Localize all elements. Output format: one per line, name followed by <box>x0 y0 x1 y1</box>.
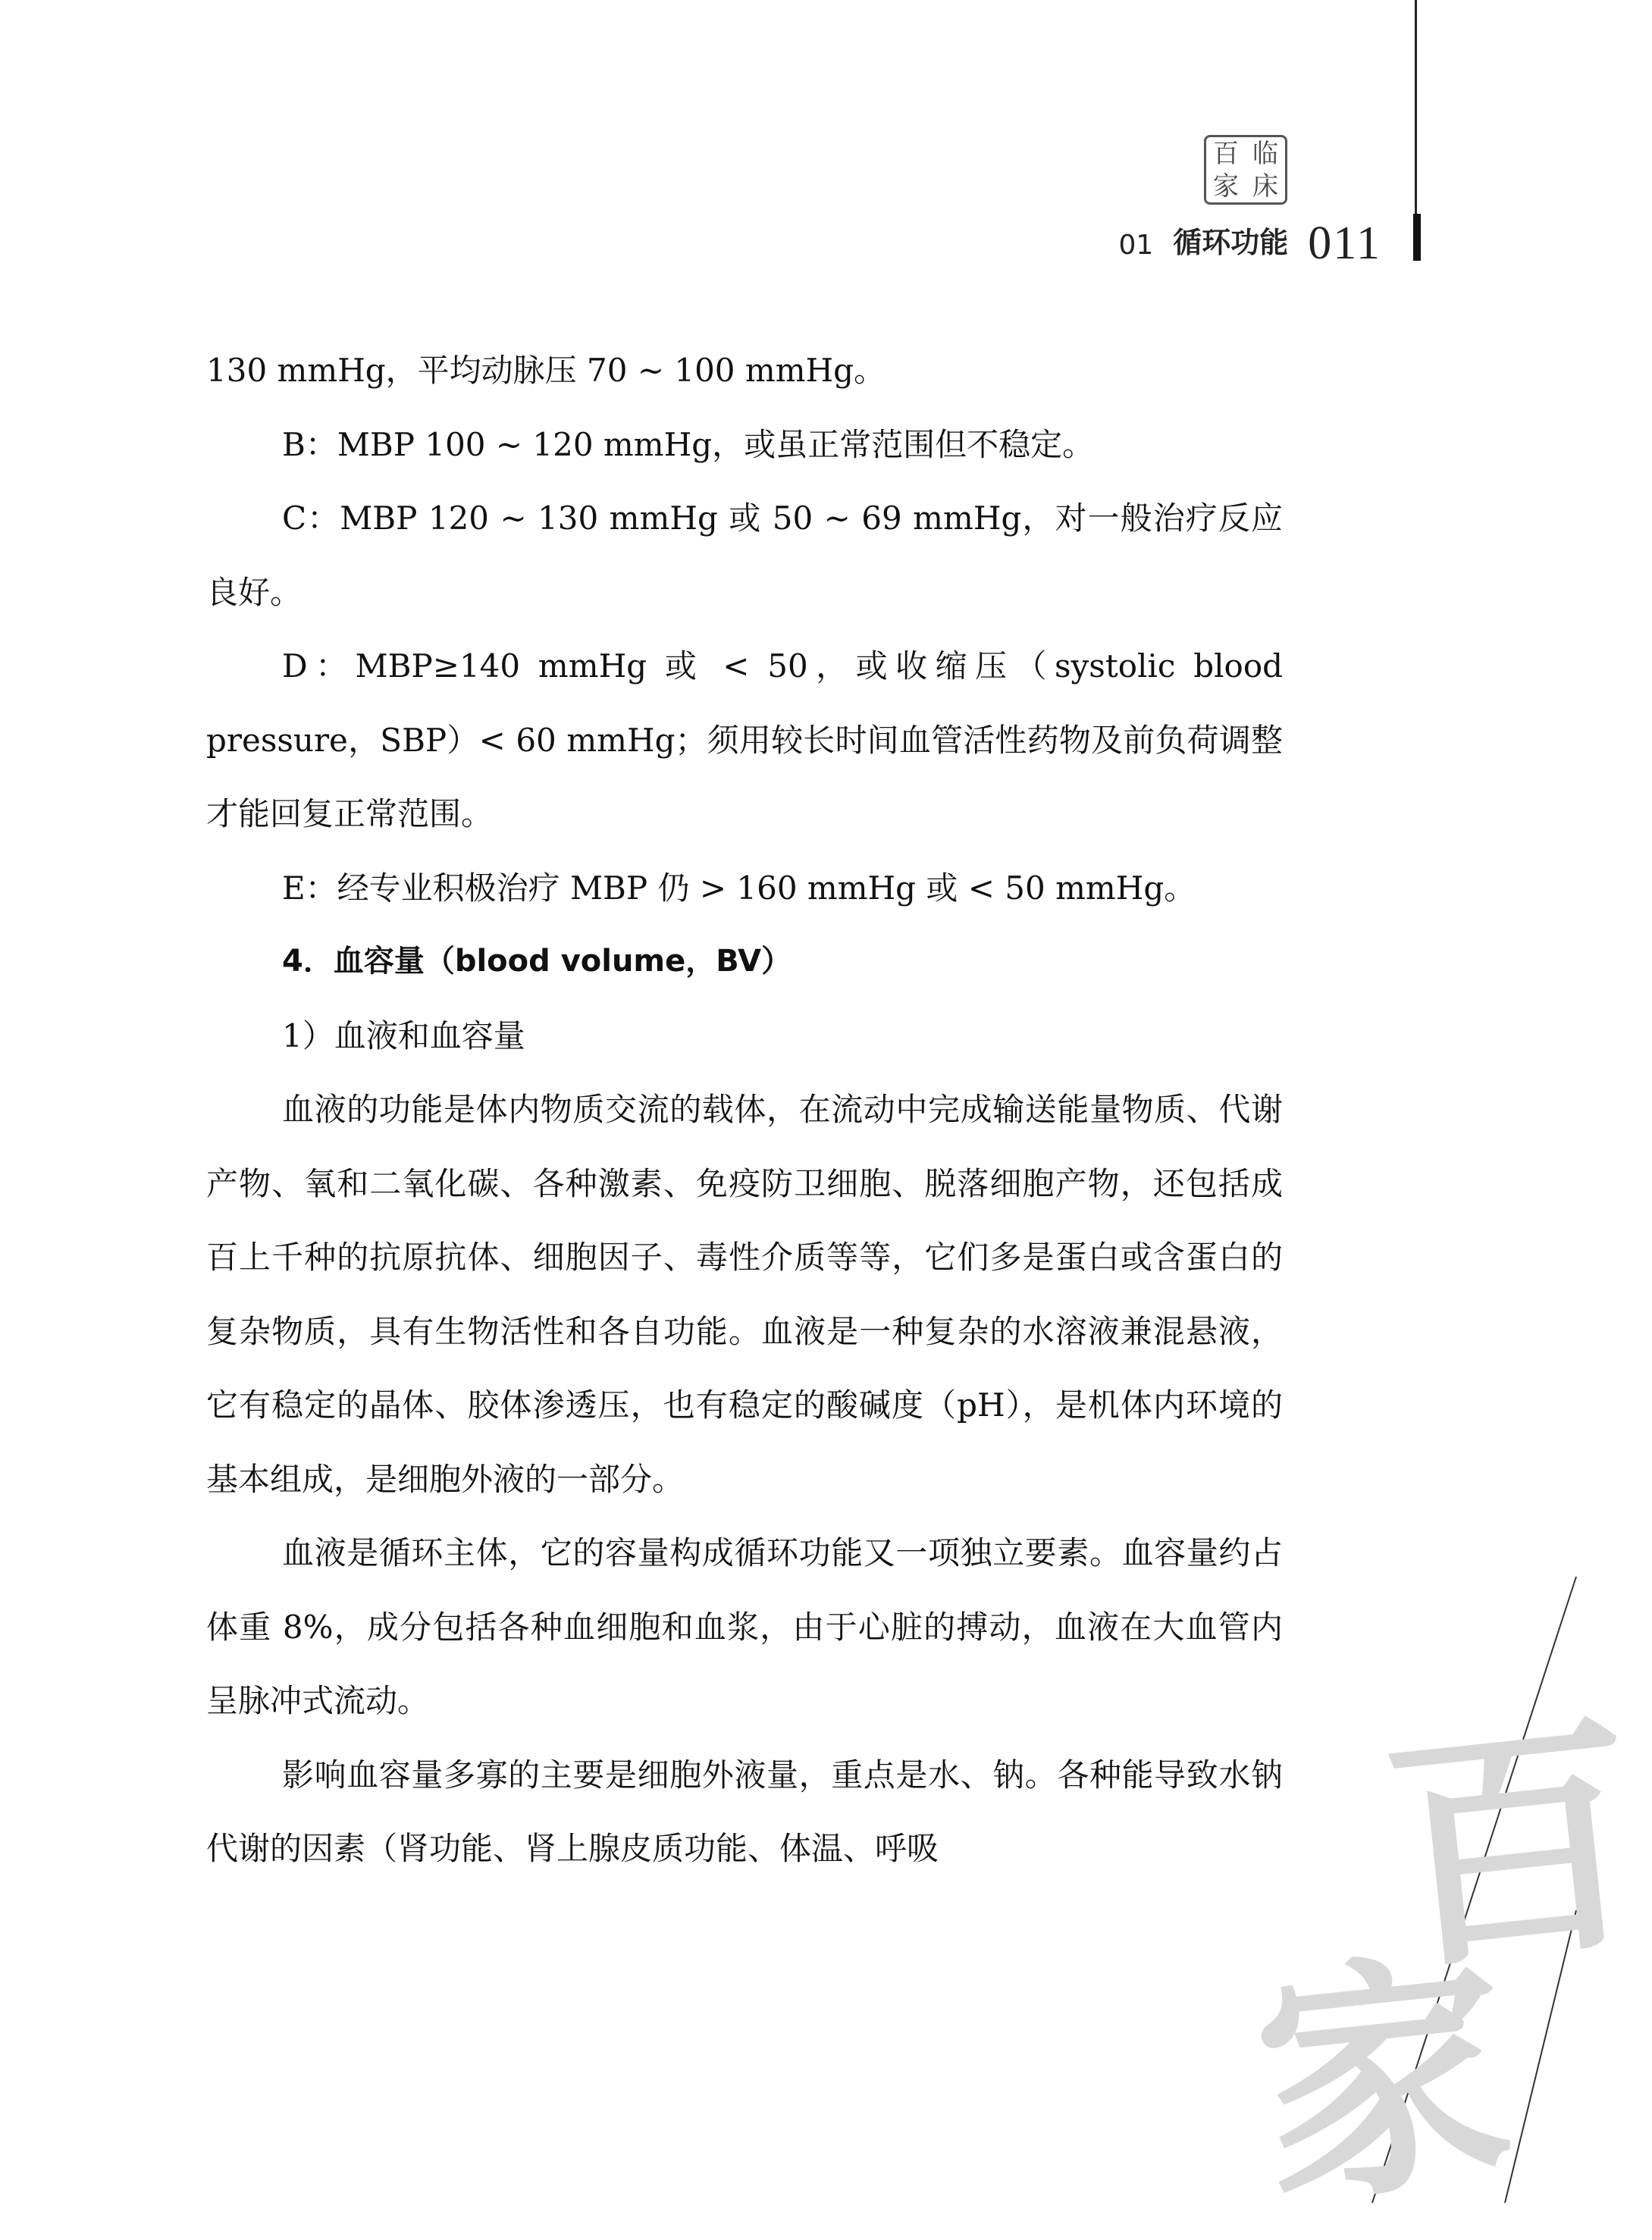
paragraph: 血液是循环主体，它的容量构成循环功能又一项独立要素。血容量约占体重 8%，成分包括各种血细胞和血浆，由于心脏的搏动，血液在大血管内呈脉冲式流动。 <box>206 1534 1283 1719</box>
paragraph: 血液的功能是体内物质交流的载体，在流动中完成输送能量物质、代谢产物、氧和二氧化碳、各种激素、免疫防卫细胞、脱落细胞产物，还包括成百上千种的抗原抗体、细胞因子、毒性介质等等，它们多是蛋白或含蛋白的复杂物质，具有生物活性和各自功能。血液是一种复杂的水溶液兼混悬液，它有稳定的晶体、胶体渗透压，也有稳定的酸碱度（pH），是机体内环境的基本组成，是细胞外液的一部分。 <box>206 1091 1283 1498</box>
seal-char: 床 <box>1252 171 1278 202</box>
page-number: 011 <box>1308 218 1381 269</box>
seal-char: 临 <box>1252 138 1278 169</box>
paragraph: 130 mmHg，平均动脉压 70 ~ 100 mmHg。 <box>206 352 886 389</box>
seal-char: 家 <box>1213 171 1239 202</box>
paragraph: E：经专业积极治疗 MBP 仍 > 160 mmHg 或 < 50 mmHg。 <box>282 869 1196 907</box>
paragraph: C：MBP 120 ~ 130 mmHg 或 50 ~ 69 mmHg，对一般治疗反应良好。 <box>206 500 1283 611</box>
watermark-char: 家 <box>1243 1921 1524 2240</box>
chapter-title: 循环功能 <box>1173 226 1289 259</box>
chapter-number: 01 <box>1118 230 1154 261</box>
section-heading: 4．血容量（blood volume，BV） <box>282 944 792 979</box>
paragraph: 1）血液和血容量 <box>282 1017 525 1054</box>
watermark-char: 百 <box>1372 1686 1652 2006</box>
paragraph: D：MBP≥140 mmHg 或 < 50，或收缩压（systolic blood pressure，SBP）< 60 mmHg；须用较长时间血管活性药物及前负荷调整才能回复正常范围。 <box>206 647 1283 832</box>
paragraph: B：MBP 100 ~ 120 mmHg，或虽正常范围但不稳定。 <box>282 425 1095 463</box>
paragraph: 影响血容量多寡的主要是细胞外液量，重点是水、钠。各种能导致水钠代谢的因素（肾功能、肾上腺皮质功能、体温、呼吸 <box>206 1756 1283 1867</box>
seal-char: 百 <box>1213 138 1239 169</box>
